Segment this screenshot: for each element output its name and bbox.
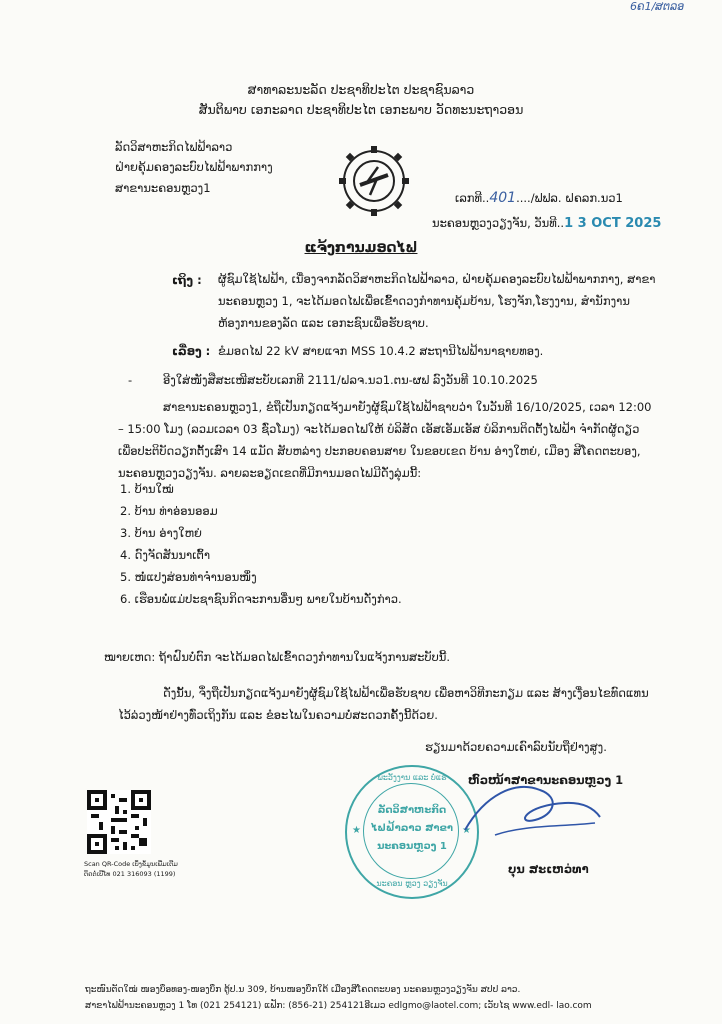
list-item: 4. ດົງຈັດສັນນາເຕົ້າ (120, 548, 211, 562)
body-paragraph: ສາຂານະຄອນຫຼວງ1, ຂໍຖືເປັນກຽດແຈ້ງມາຍັງຜູ້ຊົມໃຊ້ໄຟຟ້າຊາບວ່າ ໃນວັນທີ 16/10/2025, ເວລາ 12:00 – 15:00 ໂມງ (ລວມເວລາ 03 ຊົ່ວໂມງ) ຈະໄດ້ມອດໄຟໃຫ້ ບໍລິສັດ ເອັສເອັມເອັສ ບໍລິການຕິດຕັ້ງໄຟຟ້າ ຈຳກັດຜູ້ດຽວ ເພື່ອປະຕິບັດວຽກຕັ້ງເສົາ 14 ແມັດ ສັບຫລ່າງ ປະກອບຄອນສາຍ ໃນຂອບເຂດ ບ້ານ ອ່າງໃຫຍ່, ເມືອງ ສີໂຄດຕະບອງ, ນະຄອນຫຼວງວຽງຈັນ. ລາຍລະອຽດເຂດທີ່ມີການມອດໄຟມີດັ່ງລຸ່ມນີ້: (118, 400, 652, 480)
stamp-ring-top: ພະວັງງານ ແລະ ບໍ່ແຮ່ (377, 773, 447, 782)
affected-areas-list (120, 482, 402, 614)
place-date (432, 216, 661, 231)
qr-caption1: Scan QR-Code ເບິ່ງຂໍ້ມູນເພີ່ມເຕີມ (84, 860, 178, 868)
signer-name: ບຸນ ສະເຫວ່ທາ (508, 862, 589, 876)
signer-position: ຫົວໜ້າສາຂານະຄອນຫຼວງ 1 (468, 773, 624, 787)
regards: ຮຽນມາດ້ວຍຄວາມເຄົາລົບນັບຖືຢ່າງສູງ. (425, 740, 607, 754)
edl-gear-logo-icon (338, 145, 410, 217)
list-item: 2. ບ້ານ ທ່າອ່ອນອອມ (120, 504, 218, 518)
footer-line1: ຖະໜົນຕັດໃໝ່ ໜອງບຶອທອງ-ໜອງບຶກ ຕູ້ປ.ນ 309, ບ້ານໜອງບຶກໃຕ້ ເມືອງສີໂຄດຕະບອງ ນະຄອນຫຼວງວຽງຈັນ ສປປ ລາວ. (85, 985, 521, 995)
list-item: 5. ໜໍ່ແປງສ່ອນທ່າຈຳນອນໜຶ່ງ (120, 570, 257, 584)
list-item: 6. ເຮືອນພໍ່ແມ່ປະຊາຊົນກິດຈະການອື່ນໆ ພາຍໃນບ້ານດັ່ງກ່າວ. (120, 592, 402, 606)
ref-number-value: 401 (489, 190, 517, 206)
handwritten-signature (455, 775, 605, 855)
place-date-prefix: ນະຄອນຫຼວງວຽງຈັນ, ວັນທີ.. (432, 216, 565, 230)
stamp-star-icon: ★ (352, 825, 361, 836)
ref-number-prefix: ເລກທີ.. (455, 191, 490, 205)
reference-line: ອີງໃສ່ໜັງສືສະເໜີສະບັບເລກທີ 2111/ຝລຈ.ນວ1.ຕນ-ຜຟ ລົງວັນທີ 10.10.2025 (163, 373, 538, 387)
org-line1: ລັດວິສາຫະກິດໄຟຟ້າລາວ (115, 140, 233, 154)
list-item: 3. ບ້ານ ອ່າງໃຫຍ່ (120, 526, 202, 540)
corner-handwritten-note: 6ຄ1/ສຕລອ (630, 0, 685, 13)
stamp-line3: ນະຄອນຫຼວງ 1 (377, 841, 447, 852)
stamp-ring-bottom: ນະຄອນ ຫຼວງ ວຽງຈັນ (376, 879, 448, 888)
ref-number (455, 190, 623, 206)
qr-code-icon (87, 790, 151, 854)
reference-dash: - (128, 373, 133, 387)
national-header-line2: ສັນຕິພາບ ເອກະລາດ ປະຊາທິປະໄຕ ເອກະພາບ ວັດທະນະຖາວອນ (198, 102, 524, 117)
subject-text: ຂໍມອດໄຟ 22 kV ສາຍແຈກ MSS 10.4.2 ສະຖານີໄຟຟ້ານາຊາຍທອງ. (218, 344, 544, 358)
to-text: ຜູ້ຊົມໃຊ້ໄຟຟ້າ, ເນື່ອງຈາກລັດວິສາຫະກິດໄຟຟ້າລາວ, ຝ່າຍຄຸ້ມຄອງລະບົບໄຟຟ້າພາກກາງ, ສາຂານະຄອນຫຼວງ 1, ຈະໄດ້ມອດໄຟເພື່ອເຂົ້າດວງກຳທານຄຸ້ມບ້ານ, ໂຮງຈັກ,ໂຮງງານ, ສຳນັກງານຫ້ອງການຂອງລັດ ແລະ ເອກະຊົນເພື່ອຮັບຊາບ. (218, 272, 656, 330)
stamp-line1: ລັດວິສາຫະກິດ (377, 805, 447, 816)
stamp-line2: ໄຟຟ້າລາວ ສາຂາ (370, 823, 454, 834)
stamp-star-icon: ★ (462, 825, 471, 836)
org-line2: ຝ່າຍຄຸ້ມຄອງລະບົບໄຟຟ້າພາກກາງ (115, 160, 273, 174)
ref-number-suffix: ..../ຟຟລ. ຝຄລກ.ນວ1 (516, 191, 623, 205)
date-stamp-value: 1 3 OCT 2025 (564, 216, 662, 231)
national-header-line1: ສາທາລະນະລັດ ປະຊາທິປະໄຕ ປະຊາຊົນລາວ (247, 82, 475, 97)
list-item: 1. ບ້ານໃໝ່ (120, 482, 174, 496)
qr-caption2: ຕິດຕໍ່ເບີໂທ 021 316093 (1199) (84, 870, 176, 878)
closing-paragraph: ດັ່ງນັ້ນ, ຈຶ່ງຖືເປັນກຽດແຈ້ງມາຍັງຜູ້ຊົມໃຊ້ໄຟຟ້າເພື່ອຮັບຊາບ ເພື່ອຫາວິທີກະກຽມ ແລະ ສ້າງເງື່ອນໄຂທົດແທນໄວ້ລ່ວງໜ້າຢ່າງທົ່ວເຖິງກັນ ແລະ ຂໍອະໄພໃນຄວາມບໍ່ສະດວກຄັ້ງນີ້ດ້ວຍ. (118, 686, 649, 722)
org-line3: ສາຂານະຄອນຫຼວງ1 (115, 181, 211, 195)
document-title: ແຈ້ງການມອດໄຟ (304, 240, 418, 256)
subject-label: ເລື່ອງ : (172, 344, 211, 358)
to-label: ເຖິງ : (172, 273, 202, 287)
note: ໝາຍເຫດ: ຖ້າຝົນບໍ່ຕົກ ຈະໄດ້ມອດໄຟເຂົ້າດວງກຳທານໃນແຈ້ງການສະບັບນີ້. (104, 650, 451, 664)
footer-line2: ສາຂາໄຟຟ້ານະຄອນຫຼວງ 1 ໂທ (021 254121) ແຟັກ: (856-21) 254121ອີເມວ edlgmo@laotel.com; ເວັບໄຊ www.edl- lao.com (85, 1001, 592, 1011)
